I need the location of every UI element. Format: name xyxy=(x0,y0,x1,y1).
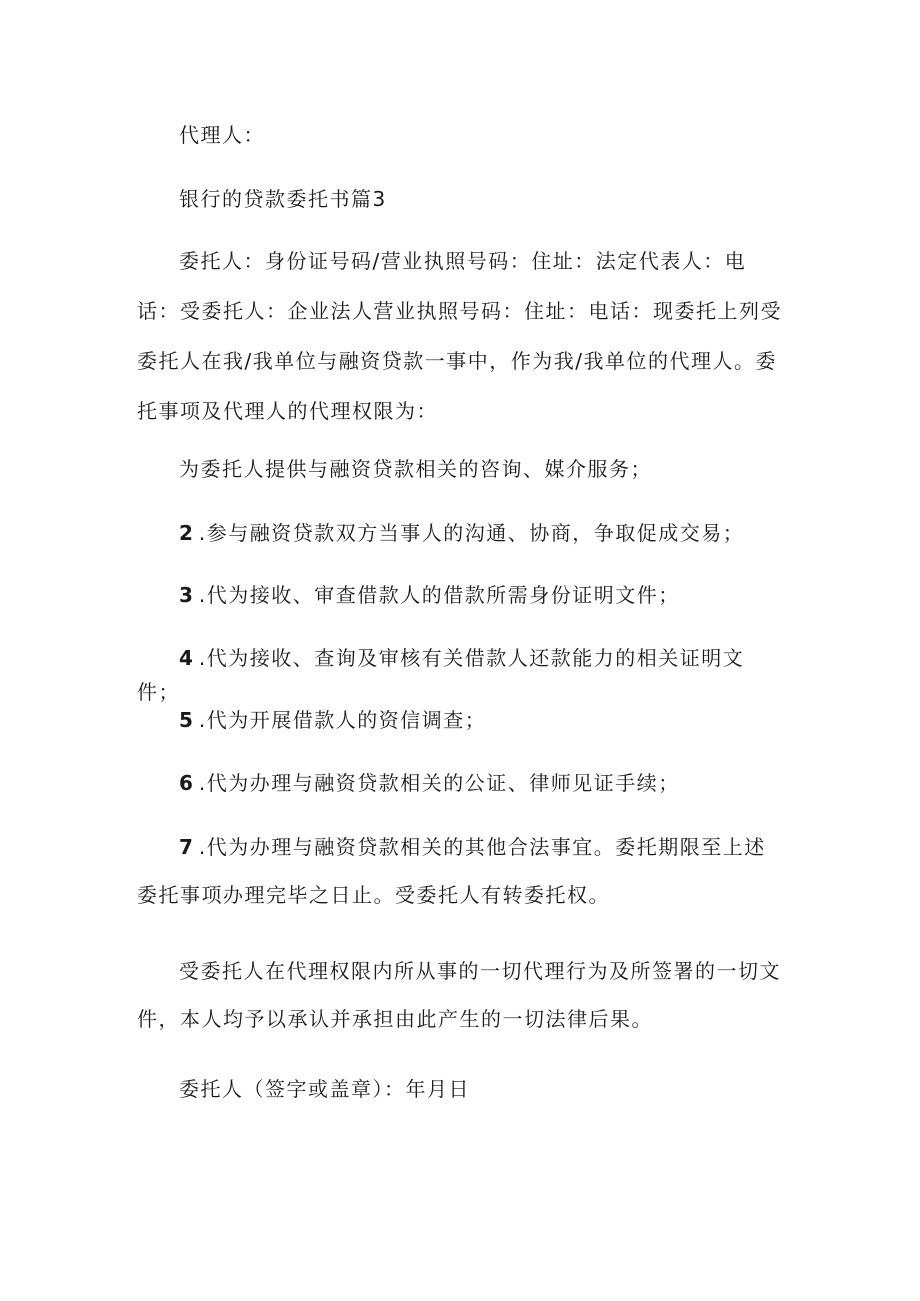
list-item-number: 4 xyxy=(179,646,193,670)
list-item-text: .代为办理与融资贷款相关的公证、律师见证手续； xyxy=(198,771,680,795)
acknowledgement-paragraph: 受委托人在代理权限内所从事的一切代理行为及所签署的一切文件，本人均予以承认并承担由此产生的一切法律后果。 xyxy=(137,959,781,1031)
list-item-number: 5 xyxy=(179,708,193,732)
list-item-number: 2 xyxy=(179,521,193,545)
list-item-5 xyxy=(137,703,787,737)
agent-label: 代理人： xyxy=(179,123,265,147)
list-item-text: .代为接收、查询及审核有关借款人还款能力的相关证明文件； xyxy=(137,646,745,704)
list-item-1 xyxy=(137,452,787,486)
list-item-6 xyxy=(137,766,787,800)
list-item-3 xyxy=(137,578,787,612)
list-item-4 xyxy=(137,641,787,709)
list-item-text: .参与融资贷款双方当事人的沟通、协商，争取促成交易； xyxy=(198,521,745,545)
list-item-2 xyxy=(137,516,787,550)
list-item-text: .代为接收、审查借款人的借款所需身份证明文件； xyxy=(198,583,680,607)
list-item-number: 7 xyxy=(179,835,193,859)
list-item-text: .代为办理与融资贷款相关的其他合法事宜。委托期限至上述委托事项办理完毕之日止。受委托人有转委托权。 xyxy=(137,835,766,907)
list-item-text: .代为开展借款人的资信调查； xyxy=(198,708,487,732)
signature-line: 委托人（签字或盖章）：年月日 xyxy=(179,1077,470,1101)
list-item-number: 3 xyxy=(179,583,193,607)
intro-paragraph: 委托人：身份证号码/营业执照号码：住址：法定代表人：电话：受委托人：企业法人营业执照号码：住址：电话：现委托上列受委托人在我/我单位与融资贷款一事中，作为我/我单位的代理人。委托事项及代理人的代理权限为： xyxy=(137,249,782,423)
list-item-number: 6 xyxy=(179,771,193,795)
list-item-text: 为委托人提供与融资贷款相关的咨询、媒介服务； xyxy=(179,457,652,481)
section-title: 银行的贷款委托书篇3 xyxy=(179,187,387,211)
list-item-7 xyxy=(137,823,787,919)
